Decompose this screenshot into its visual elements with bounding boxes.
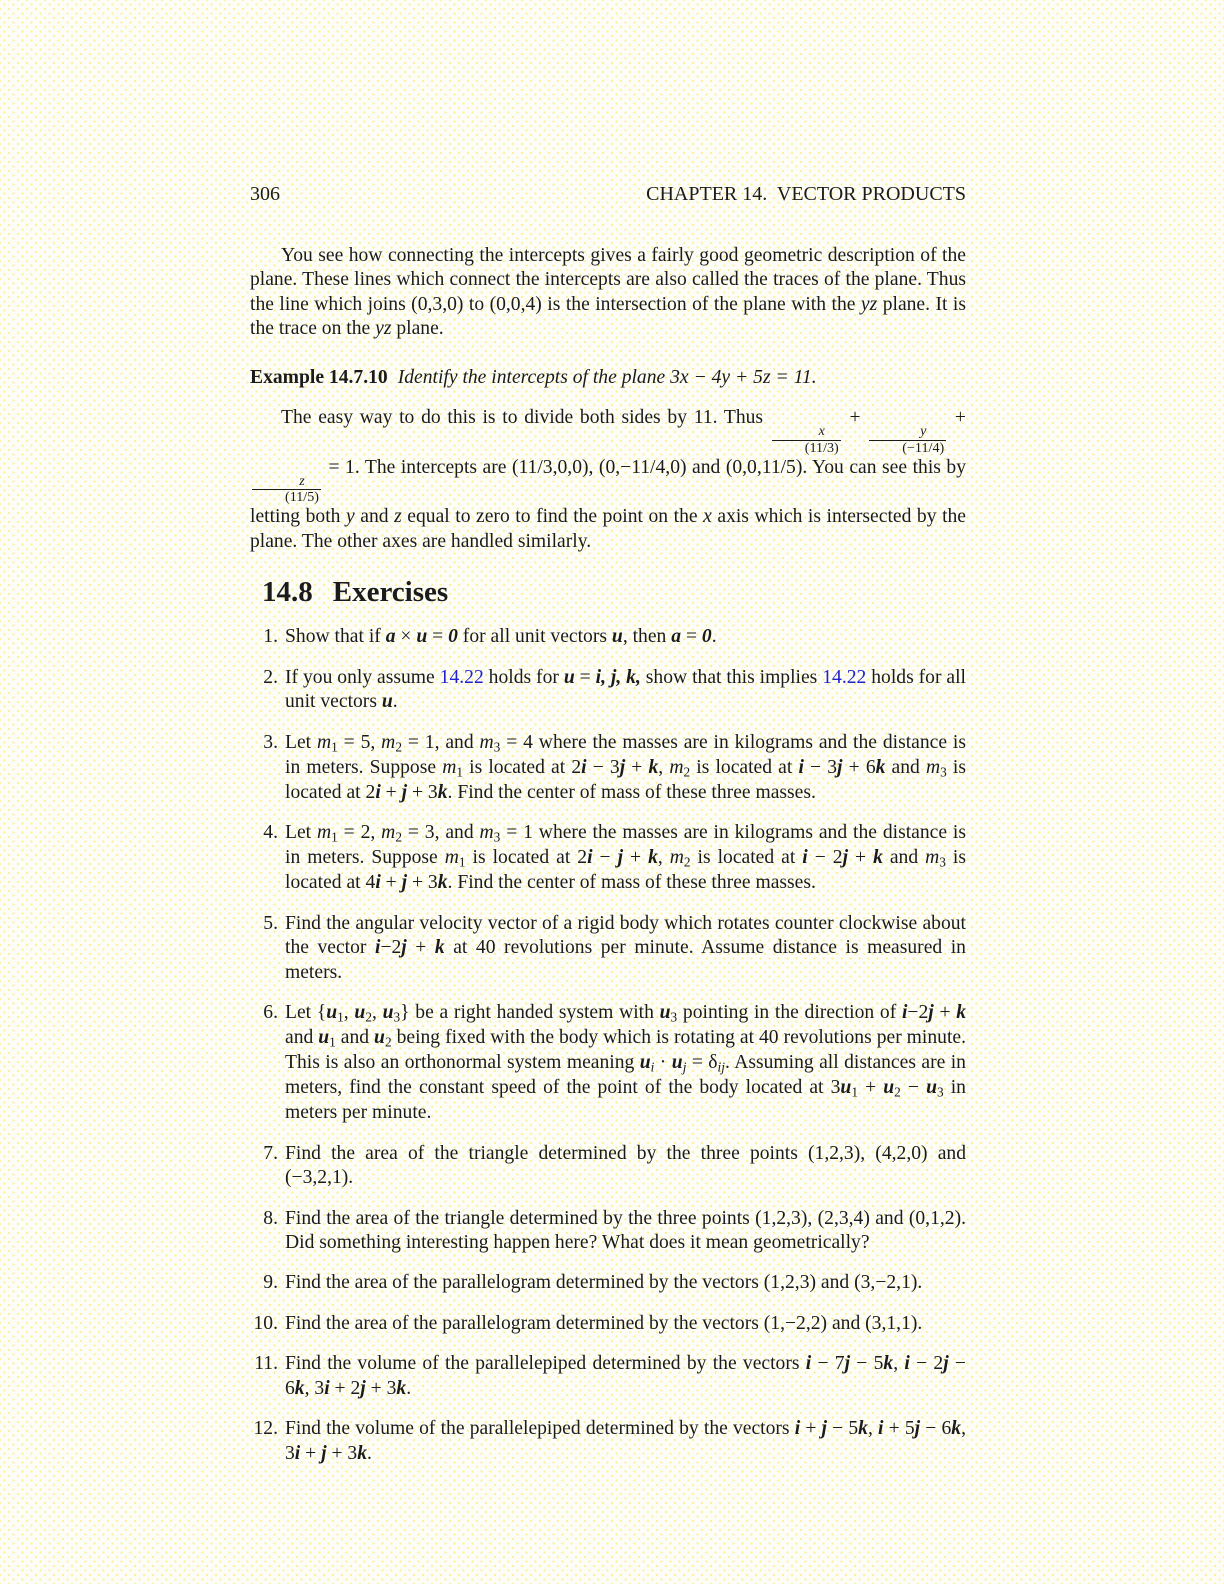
vector-symbol: u [381,691,393,713]
vector-symbol: k [294,1377,305,1399]
text-run: equal to zero to find the point on the [401,506,704,528]
vector-symbol: j [321,1442,327,1464]
text-run: = 1 where the masses are in kilograms and the distance is in meters. Suppose [285,822,966,869]
text-run: + [848,847,874,869]
page-content [250,183,966,1482]
text-run: You see how connecting the intercepts gives a fairly good geometric description of the plane. These lines which connect the intercepts are also called the traces of the plane. Thus the line which joins (0,3,0) to (0,0,4) is the intersection of the plane with the [250,245,966,315]
vector-symbol: k [956,1002,967,1024]
text-run: x [703,506,712,528]
vector-symbol: i [581,756,587,778]
text-run: m [479,822,494,844]
text-run: . Assuming all distances are in meters, find the constant speed of the point of the body located at 3 [285,1052,966,1099]
exercise-number: 8. [263,1207,278,1229]
text-run: + [623,847,649,869]
text-run: m [669,756,684,778]
vector-symbol: u [318,1027,330,1049]
text-run: 3 [393,1009,401,1025]
text-run: − 5 [827,1418,859,1440]
vector-symbol: j [844,1353,851,1375]
exercise-item [250,1142,966,1191]
text-run: + [380,781,402,803]
text-run: −2 [907,1002,929,1024]
text-run: Let [285,822,317,844]
exercise-number: 10. [253,1312,278,1334]
text-run: pointing in the direction of [677,1002,902,1024]
exercise-number: 1. [263,626,278,648]
text-run: − [592,847,618,869]
text-run: is located at [690,847,803,869]
text-run: m [444,847,459,869]
text-run: Identify the intercepts of the plane 3x − 4y + 5z = 11. [397,366,817,388]
text-run: is located at 2 [285,756,967,803]
vector-symbol: u [639,1052,651,1074]
text-run: in meters per minute. [285,1077,966,1124]
vector-symbol: k [648,847,658,869]
text-run: plane. It is the trace on the [250,293,967,340]
vector-symbol: j [360,1377,366,1399]
text-run: + [948,407,966,429]
vector-symbol: u [382,1002,394,1024]
text-run: m [669,847,684,869]
exercise-item [250,666,966,715]
vector-symbol: j [842,847,849,869]
vector-symbol: i [375,872,381,894]
text-run: holds for [483,666,564,688]
text-run: Find the angular velocity vector of a rigid body which rotates counter clockwise about the vector [285,912,966,959]
text-run: 3 [493,829,501,845]
example-statement [398,367,817,388]
vector-symbol: i [904,1353,910,1375]
text-run: = 1. The intercepts are (11/3,0,0), (0,−11/4,0) and (0,0,11/5). You can see this by letting both [250,456,966,528]
text-run: 2 [395,739,402,755]
vector-symbol: k [357,1442,368,1464]
text-run: Let { [285,1002,327,1024]
exercise-text [285,1001,966,1125]
vector-symbol: j [914,1418,921,1440]
text-run: − 6 [920,1418,952,1440]
text-run: Find the area of the triangle determined by the three points (1,2,3), (4,2,0) and (−3,2,1). [285,1142,966,1189]
text-run: m [381,822,396,844]
exercise-text [285,731,966,805]
text-run: = [427,626,449,648]
exercise-item [250,1352,966,1401]
exercise-text [285,1142,966,1191]
text-run: Find the area of the parallelogram determined by the vectors (1,−2,2) and (3,1,1). [285,1312,923,1334]
vector-symbol: k [883,1353,894,1375]
text-run: = 1, and [401,731,480,753]
vector-symbol: i [794,1418,801,1440]
section-title: Exercises [332,576,449,609]
text-run: − 6 [285,1353,966,1399]
text-run: for all unit vectors [457,626,612,648]
vector-symbol: u [926,1077,937,1099]
text-run: − 5 [850,1353,884,1375]
text-run: 1 [331,829,338,845]
text-run: = 4 where the masses are in kilograms and the distance is in meters. Suppose [285,731,966,778]
vector-symbol: a [385,626,396,648]
text-run: − 3 [803,756,838,778]
text-run: . Find the center of mass of these three masses. [447,781,816,803]
vector-symbol: i [798,756,804,778]
text-run: 2 [365,1009,372,1025]
text-run: − 3 [586,756,620,778]
text-run: Show that if [285,626,386,648]
text-run: , 3 [285,1418,966,1464]
text-run: , then [622,626,672,648]
exercise-text [285,1271,966,1295]
vector-symbol: k [875,756,886,778]
text-run: −2 [380,937,402,959]
text-run: + 2 [329,1377,361,1399]
text-run: Find the area of the parallelogram determined by the vectors (1,2,3) and (3,−2,1). [285,1272,923,1294]
text-run: z [394,506,402,528]
vector-symbol: 0 [448,626,458,648]
exercise-text [285,1207,966,1256]
text-run: 1 [331,739,338,755]
text-run: ij [717,1059,725,1075]
text-run: 1 [329,1034,336,1050]
text-run: is located at 2 [463,756,582,778]
text-run: + [857,1077,884,1099]
vector-symbol: j [619,756,626,778]
text-run: holds for all unit vectors [285,666,966,713]
text-run: × [395,626,417,648]
text-run: 2 [683,764,691,780]
exercise-text [285,1352,966,1401]
text-run: = 5, [337,731,382,753]
text-run: 1 [456,764,463,780]
vector-symbol: i [587,847,593,869]
vector-symbol: 0 [701,626,712,648]
text-run: yz [375,318,392,340]
vector-symbol: j [943,1353,949,1375]
text-run: , [893,1353,905,1375]
text-run: 3 [939,854,946,870]
text-run: and [882,847,926,869]
text-run: 3 [940,764,947,780]
text-run: show that this implies [640,666,823,688]
text-run: + 5 [883,1418,915,1440]
text-run: If you only assume [285,666,440,688]
text-run: − [900,1077,927,1099]
exercise-text [285,1417,966,1466]
text-run: 3 [670,1009,678,1025]
text-run: The easy way to do this is to divide both sides by 11. Thus [281,407,770,429]
text-run: and [285,1027,319,1049]
text-run: = [681,626,702,648]
intro-paragraph [250,244,966,342]
example-heading [250,366,966,390]
exercise-item [250,731,966,805]
vector-symbol: k [951,1418,962,1440]
fraction: $\frac{z}{(11/5)}$ [252,474,321,505]
text-run: being fixed with the body which is rotating at 40 revolutions per minute. This is also an orthonormal system meaning [285,1027,966,1074]
fraction: $\frac{x}{(11/3)}$ [772,424,841,455]
text-run: = δ [686,1052,718,1074]
vector-symbol: j [617,847,624,869]
vector-symbol: i, j, k, [595,666,641,688]
text-run: − 2 [909,1353,944,1375]
text-run: 3 [493,739,501,755]
vector-symbol: u [611,626,623,648]
text-run: , [658,756,670,778]
text-run: + [842,407,868,429]
text-run: and [354,506,395,528]
exercise-text [285,666,966,715]
vector-symbol: u [840,1077,852,1099]
text-run: axis which is intersected by the plane. The other axes are handled similarly. [250,506,967,552]
vector-symbol: u [671,1052,683,1074]
vector-symbol: j [928,1002,934,1024]
exercise-item [250,1207,966,1256]
text-run: + 3 [407,872,438,894]
fraction: $\frac{y}{(-11/4)}$ [869,424,946,455]
exercise-number: 3. [263,731,278,753]
text-run: Find the volume of the parallelepiped determined by the vectors [285,1418,795,1440]
text-run: at 40 revolutions per minute. Assume distance is measured in meters. [285,937,966,983]
text-run: − 2 [807,847,843,869]
text-run: = 2, [337,822,382,844]
text-run: is located at 4 [285,847,966,894]
text-run: . [406,1377,412,1399]
text-run: , 3 [304,1377,325,1399]
text-run: + [406,937,435,959]
exercise-item [250,1312,966,1336]
exercise-item [250,1417,966,1466]
exercise-item [250,821,966,895]
text-run: m [925,847,940,869]
text-run: m [925,756,941,778]
equation-ref-link[interactable]: 14.22 [439,666,484,688]
text-run: m [442,756,457,778]
text-run: = [574,666,596,688]
exercise-number: 9. [263,1272,278,1294]
text-run: , [867,1418,879,1440]
text-run: + [625,756,649,778]
text-run: 2 [395,829,402,845]
example-paragraph [250,406,966,554]
text-run: + 3 [407,781,438,803]
chapter-header: CHAPTER 14. VECTOR PRODUCTS [646,183,966,205]
exercise-number: 6. [263,1002,278,1024]
text-run: and [885,756,926,778]
text-run: 1 [851,1084,858,1100]
text-run: m [316,822,332,844]
text-run: 1 [337,1009,344,1025]
vector-symbol: j [401,781,408,803]
text-run: + 3 [365,1377,397,1399]
vector-symbol: i [901,1002,908,1024]
vector-symbol: k [873,847,883,869]
vector-symbol: u [563,666,575,688]
text-run: , [657,847,670,869]
vector-symbol: u [374,1027,385,1049]
exercise-number: 7. [263,1142,278,1164]
vector-symbol: i [878,1418,884,1440]
vector-symbol: k [648,756,659,778]
text-run: 3 [936,1084,944,1100]
text-run: 1 [458,854,466,870]
exercise-item [250,1001,966,1125]
exercise-item [250,912,966,985]
text-run: = 3, and [401,822,480,844]
exercise-text [285,821,966,895]
text-run: , [371,1002,383,1024]
text-run: + [933,1002,957,1024]
exercise-text [285,912,966,985]
text-run: Find the area of the triangle determined by the three points (1,2,3), (2,3,4) and (0,1,2). Did something interesting happen here? What does it mean geometrically? [285,1207,966,1253]
text-run: . Find the center of mass of these three masses. [447,872,816,894]
section-number: 14.8 [262,576,313,609]
vector-symbol: j [821,1418,827,1440]
text-run: m [479,731,494,753]
vector-symbol: u [659,1002,671,1024]
text-run: + [800,1418,822,1440]
vector-symbol: i [324,1377,330,1399]
exercise-text [285,625,966,649]
text-run: plane. [391,318,444,340]
text-run: and [335,1027,375,1049]
text-run: + [300,1442,322,1464]
exercise-item [250,1271,966,1295]
text-run: y [346,506,355,528]
text-run: . [367,1442,372,1464]
text-run: i [650,1059,655,1075]
text-run: . [392,691,398,713]
text-run: m [316,731,332,753]
vector-symbol: u [883,1077,895,1099]
vector-symbol: k [396,1377,407,1399]
text-run: , [343,1002,355,1024]
exercise-item [250,625,966,649]
exercise-number: 2. [263,666,278,688]
vector-symbol: a [671,626,682,648]
exercise-number: 4. [263,822,278,844]
example-label: Example 14.7.10 [250,366,388,388]
vector-symbol: i [374,937,381,959]
vector-symbol: i [802,847,808,869]
exercise-list [250,625,966,1466]
text-run: } be a right handed system with [400,1002,660,1024]
text-run: j [682,1059,687,1075]
text-run: − 7 [811,1353,845,1375]
vector-symbol: i [805,1353,812,1375]
vector-symbol: u [326,1002,338,1024]
text-run: 2 [384,1034,392,1050]
equation-ref-link[interactable]: 14.22 [822,666,867,688]
vector-symbol: j [837,756,843,778]
vector-symbol: u [354,1002,366,1024]
vector-symbol: j [401,872,408,894]
text-run: . [711,626,717,648]
text-run: + [380,872,402,894]
vector-symbol: i [375,781,381,803]
vector-symbol: i [294,1442,301,1464]
section-heading [262,576,966,609]
exercise-number: 12. [253,1418,278,1440]
text-run: + 6 [842,756,876,778]
text-run: m [381,731,396,753]
text-run: · [654,1052,672,1074]
vector-symbol: k [858,1418,868,1440]
vector-symbol: j [401,937,407,959]
text-run: is located at [690,756,799,778]
text-run: 2 [683,854,691,870]
exercise-number: 5. [263,912,278,934]
vector-symbol: u [416,626,428,648]
text-run: yz [860,293,878,315]
text-run: Let [285,731,317,753]
exercise-number: 11. [254,1353,278,1375]
vector-symbol: k [437,781,448,803]
text-run: is located at 2 [465,847,588,869]
exercise-text [285,1312,966,1336]
text-run: + 3 [326,1442,358,1464]
running-header [250,183,966,206]
page-number: 306 [250,183,280,205]
vector-symbol: k [437,872,448,894]
vector-symbol: k [434,937,445,959]
text-run: Find the volume of the parallelepiped determined by the vectors [285,1353,806,1375]
text-run: 2 [894,1084,901,1100]
